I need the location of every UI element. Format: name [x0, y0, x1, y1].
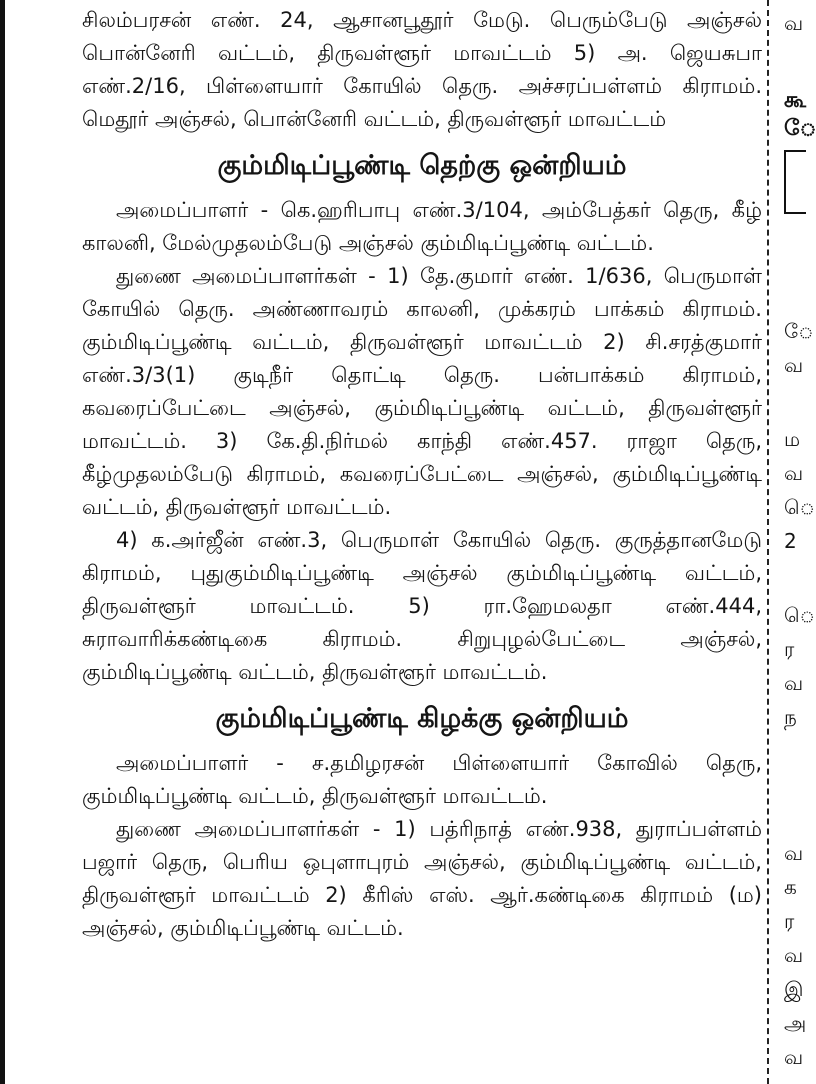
- east-deputies-paragraph: துணை அமைப்பாளர்கள் - 1) பத்ரிநாத் எண்.938, துராப்பள்ளம் பஜார் தெரு, பெரிய ஒபுளாபுரம் அஞ்சல், கும்மிடிப்பூண்டி வட்டம், திருவள்ளூர் மாவட்டம் 2) கீரிஸ் எஸ். ஆர்.கண்டிகை கிராமம் (ம) அஞ்சல், கும்மிடிப்பூண்டி வட்டம்.: [82, 817, 762, 940]
- fragment-char: கூ: [784, 88, 807, 113]
- heading-gummidipoondi-east: கும்மிடிப்பூண்டி கிழக்கு ஒன்றியம்: [215, 703, 629, 734]
- fragment-char: வ: [784, 1045, 804, 1069]
- fragment-char: ர: [784, 637, 795, 661]
- fragment-char: வ: [784, 943, 804, 967]
- fragment-char: ர: [784, 909, 795, 933]
- south-organizer-paragraph: அமைப்பாளர் - கெ.ஹரிபாபு எண்.3/104, அம்பேத்கர் தெரு, கீழ் காலனி, மேல்முதலம்பேடு அஞ்சல் கும்மிடிப்பூண்டி வட்டம்.: [82, 198, 762, 255]
- fragment-char: ே: [784, 319, 814, 343]
- fragment-char: அ: [784, 1011, 807, 1035]
- fragment-char: 2: [784, 529, 797, 553]
- east-organizer-paragraph: அமைப்பாளர் - ச.தமிழரசன் பிள்ளையார் கோவில் தெரு, கும்மிடிப்பூண்டி வட்டம், திருவள்ளூர் மாவட்டம்.: [82, 751, 762, 808]
- south-deputies-paragraph: துணை அமைப்பாளர்கள் - 1) தே.குமார் எண். 1/636, பெருமாள் கோயில் தெரு. அண்ணாவரம் காலனி, முக்கரம் பாக்கம் கிராமம். கும்மிடிப்பூண்டி வட்டம், திருவள்ளூர் மாவட்டம் 2) சி.சரத்குமார் எண்.3/3(1) குடிநீர் தொட்டி தெரு. பன்பாக்கம் கிராமம், கவரைப்பேட்டை அஞ்சல், கும்மிடிப்பூண்டி வட்டம், திருவள்ளூர் மாவட்டம். 3) கே.தி.நிர்மல் காந்தி எண்.457. ராஜா தெரு, கீழ்முதலம்பேடு கிராமம், கவரைப்பேட்டை அஞ்சல், கும்மிடிப்பூண்டி வட்டம், திருவள்ளூர் மாவட்டம்.: [82, 264, 762, 519]
- south-deputies-paragraph-2: 4) க.அர்ஜீன் எண்.3, பெருமாள் கோயில் தெரு. குருத்தானமேடு கிராமம், புதுகும்மிடிப்பூண்டி அஞ்சல் கும்மிடிப்பூண்டி வட்டம், திருவள்ளூர் மாவட்டம். 5) ரா.ஹேமலதா எண்.444, சுராவாரிக்கண்டிகை கிராமம். சிறுபுழல்பேட்டை அஞ்சல், கும்மிடிப்பூண்டி வட்டம், திருவள்ளூர் மாவட்டம்.: [82, 528, 762, 684]
- fragment-char: ந: [784, 705, 797, 729]
- fragment-char: ே: [784, 116, 816, 141]
- fragment-char: வ: [784, 11, 804, 35]
- heading-gummidipoondi-south: கும்மிடிப்பூண்டி தெற்கு ஒன்றியம்: [217, 150, 627, 181]
- fragment-char: ெ: [784, 603, 815, 627]
- intro-paragraph: சிலம்பரசன் எண். 24, ஆசானபூதூர் மேடு. பெரும்பேடு அஞ்சல் பொன்னேரி வட்டம், திருவள்ளூர் மாவட்டம் 5) அ. ஜெயசுபா எண்.2/16, பிள்ளையார் கோயில் தெரு. அச்சரப்பள்ளம் கிராமம். மெதூர் அஞ்சல், பொன்னேரி வட்டம், திருவள்ளூர் மாவட்டம்: [82, 8, 762, 131]
- left-column-rule: [0, 0, 5, 1084]
- fragment-char: க: [784, 875, 797, 899]
- fragment-char: வ: [784, 353, 804, 377]
- fragment-char: வ: [784, 671, 804, 695]
- fragment-char: ம: [784, 427, 801, 451]
- column-divider: [767, 0, 769, 1084]
- fragment-char: வ: [784, 841, 804, 865]
- article-column: [82, 0, 762, 1084]
- adjacent-column-fragment: [784, 0, 816, 1084]
- fragment-char: ெ: [784, 495, 815, 519]
- fragment-char: வ: [784, 461, 804, 485]
- fragment-char: இ: [784, 977, 804, 1001]
- fragment-box: [784, 150, 806, 214]
